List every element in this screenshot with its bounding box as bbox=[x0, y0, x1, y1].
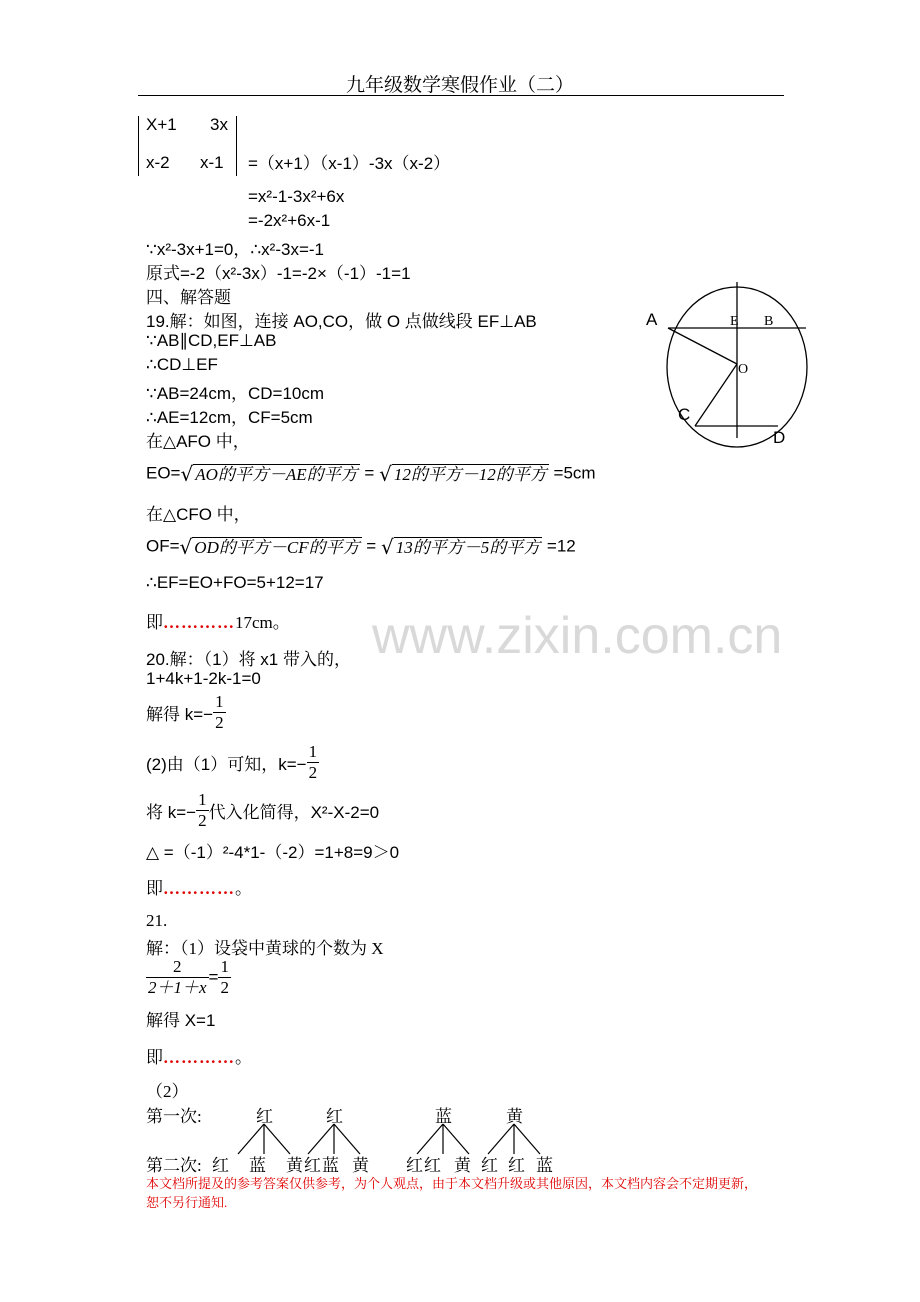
sqrt-expression: √ 13的平方－5的平方 bbox=[380, 535, 541, 559]
tree-second-node: 红 bbox=[212, 1156, 229, 1175]
text-line: 解：（1）设袋中黄球的个数为 X bbox=[146, 939, 384, 958]
determinant-right-bar bbox=[236, 116, 237, 176]
of-suffix: =12 bbox=[542, 536, 576, 556]
text-line: 20.解：（1）将 x1 带入的， bbox=[146, 650, 351, 669]
answer-value: 。 bbox=[235, 879, 252, 898]
text-line: ∴EF=EO+FO=5+12=17 bbox=[146, 573, 324, 592]
of-mid: = bbox=[361, 536, 381, 556]
determinant-d: x-1 bbox=[200, 153, 224, 172]
text-line: 解得 X=1 bbox=[146, 1011, 216, 1030]
text-line: 在△CFO 中， bbox=[146, 505, 251, 524]
k-value-line bbox=[146, 742, 319, 783]
determinant-left-bar bbox=[138, 116, 139, 176]
fraction-denominator: 2 bbox=[215, 713, 224, 732]
text-line: 原式=-2（x²-3x）-1=-2×（-1）-1=1 bbox=[146, 264, 411, 283]
equation-line: =x²-1-3x²+6x bbox=[248, 187, 345, 206]
text-line: ∵x²-3x+1=0，∴x²-3x=-1 bbox=[146, 240, 324, 259]
answer-dots: ………… bbox=[163, 613, 235, 632]
text-line: 在△AFO 中， bbox=[146, 432, 250, 451]
label-d: D bbox=[773, 428, 786, 447]
first-draw-label: 第一次: bbox=[146, 1107, 202, 1126]
k-prefix: 解得 k=− bbox=[146, 705, 214, 724]
tree-second-node: 红 bbox=[424, 1156, 441, 1175]
discriminant-line: △ =（-1）²-4*1-（-2）=1+8=9＞0 bbox=[146, 843, 400, 862]
equation-line: =（x+1）（x-1）-3x（x-2） bbox=[248, 154, 451, 173]
fraction-denominator: 2 bbox=[308, 763, 318, 782]
answer-prefix: 即 bbox=[146, 879, 163, 898]
section-heading: 四、解答题 bbox=[146, 288, 231, 307]
answer-line bbox=[146, 608, 290, 633]
answer-prefix: 即 bbox=[146, 613, 163, 632]
radicand: AO的平方－AE的平方 bbox=[195, 465, 358, 484]
eo-prefix: EO= bbox=[146, 463, 181, 483]
eo-suffix: =5cm bbox=[548, 463, 596, 483]
fraction-one-half bbox=[213, 692, 226, 733]
answer-line bbox=[146, 874, 252, 899]
second-draw-label: 第二次: bbox=[146, 1156, 202, 1175]
tree-second-node: 黄 bbox=[352, 1156, 369, 1175]
text-line: ∴CD⊥EF bbox=[146, 355, 218, 374]
k-prefix: 将 k=− bbox=[146, 803, 197, 822]
disclaimer-line-1: 本文档所提及的参考答案仅供参考，为个人观点，由于本文档升级或其他原因，本文档内容会不定期更新， bbox=[146, 1176, 758, 1191]
tree-first-node: 黄 bbox=[506, 1107, 523, 1126]
fraction-denominator: 2＋1＋x bbox=[148, 978, 207, 997]
substitution-text: 代入化简得，X²-X-2=0 bbox=[208, 803, 380, 822]
disclaimer-line-2: 恕不另行通知. bbox=[146, 1195, 228, 1210]
tree-second-node: 蓝 bbox=[249, 1156, 266, 1175]
fraction-one-half bbox=[196, 790, 209, 831]
tree-second-node: 蓝 bbox=[536, 1156, 553, 1175]
part-label: （2） bbox=[146, 1082, 189, 1101]
fraction-denominator: 2 bbox=[198, 811, 207, 830]
tree-first-node: 红 bbox=[326, 1107, 343, 1126]
sqrt-expression: √ AO的平方－AE的平方 bbox=[180, 462, 358, 486]
tree-first-node: 红 bbox=[256, 1107, 273, 1126]
answer-value: 17cm。 bbox=[235, 613, 290, 632]
tree-second-node: 红 bbox=[508, 1156, 525, 1175]
fraction-numerator: 1 bbox=[308, 742, 318, 761]
tree-second-node: 红 bbox=[406, 1156, 423, 1175]
fraction-numerator: 1 bbox=[220, 957, 229, 976]
substitution-line bbox=[146, 790, 379, 831]
answer-prefix: 即 bbox=[146, 1048, 163, 1067]
page-title: 九年级数学寒假作业（二） bbox=[345, 75, 574, 96]
determinant-b: 3x bbox=[210, 115, 228, 134]
label-o: O bbox=[738, 362, 749, 377]
segment-ao bbox=[668, 328, 737, 364]
segment-co bbox=[695, 364, 737, 426]
tree-second-node: 黄 bbox=[454, 1156, 471, 1175]
text-line: 19.解：如图，连接 AO,CO，做 O 点做线段 EF⊥AB bbox=[146, 312, 537, 331]
fraction-numerator: 2 bbox=[173, 957, 182, 976]
eo-equation bbox=[146, 463, 596, 485]
label-c: C bbox=[678, 405, 691, 424]
answer-value: 。 bbox=[235, 1048, 252, 1067]
header-rule bbox=[138, 95, 784, 96]
label-e: E bbox=[730, 314, 739, 329]
radicand: 13的平方－5的平方 bbox=[395, 538, 541, 557]
text-line: ∵AB=24cm，CD=10cm bbox=[146, 384, 325, 403]
tree-second-node: 红 bbox=[304, 1156, 321, 1175]
of-equation bbox=[146, 536, 576, 558]
text-line: ∴AE=12cm，CF=5cm bbox=[146, 408, 313, 427]
answer-dots: ………… bbox=[163, 1048, 235, 1067]
probability-equation bbox=[146, 957, 231, 998]
probability-fraction bbox=[146, 957, 209, 998]
determinant-c: x-2 bbox=[146, 153, 170, 172]
equation-line: =-2x²+6x-1 bbox=[248, 211, 331, 230]
label-b: B bbox=[764, 314, 774, 329]
fraction-numerator: 1 bbox=[198, 790, 207, 809]
fraction-denominator: 2 bbox=[220, 978, 229, 997]
sqrt-expression: √ 12的平方－12的平方 bbox=[379, 462, 547, 486]
eo-mid: = bbox=[359, 463, 380, 483]
of-prefix: OF= bbox=[146, 536, 180, 556]
equals-sign: = bbox=[208, 967, 219, 987]
fraction-numerator: 1 bbox=[215, 692, 224, 711]
tree-first-node: 蓝 bbox=[435, 1107, 452, 1126]
text-line: ∵AB∥CD,EF⊥AB bbox=[146, 331, 277, 350]
tree-second-node: 红 bbox=[481, 1156, 498, 1175]
k-value-line bbox=[146, 692, 226, 733]
watermark: www.zixin.com.cn bbox=[372, 607, 783, 665]
label-a: A bbox=[646, 310, 658, 329]
radicand: OD的平方－CF的平方 bbox=[194, 538, 360, 557]
answer-dots: ………… bbox=[163, 879, 235, 898]
determinant-a: X+1 bbox=[146, 115, 177, 134]
k-prefix: (2)由（1）可知，k=− bbox=[146, 755, 307, 774]
answer-line bbox=[146, 1043, 252, 1068]
fraction-one-half bbox=[218, 957, 231, 998]
fraction-one-half bbox=[307, 742, 320, 783]
tree-second-node: 黄 bbox=[286, 1156, 303, 1175]
circle-geometry-figure bbox=[640, 280, 820, 450]
radicand: 12的平方－12的平方 bbox=[393, 465, 547, 484]
text-line: 1+4k+1-2k-1=0 bbox=[146, 669, 261, 688]
tree-second-node: 蓝 bbox=[322, 1156, 339, 1175]
problem-number: 21. bbox=[146, 911, 168, 930]
sqrt-expression: √ OD的平方－CF的平方 bbox=[179, 535, 360, 559]
